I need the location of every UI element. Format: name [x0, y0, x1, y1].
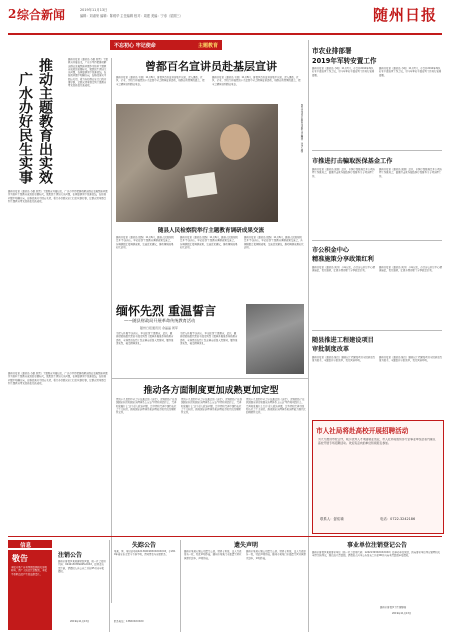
- right-story3-body-2: 随州日报讯（通讯员 刘洋）今年以来，市住房公积金中心精准施策，优化服务，让更多缴存职工分享政策红利。: [379, 266, 442, 273]
- reg-notice-signature: 随州市曾都区卫生健康局: [380, 606, 407, 609]
- will-notice-body-1: 随州市某某有限公司遗失公章、财务专用章、法人代表章各一枚，特此声明作废。随州市某某门市部遗失营业执照正副本，声明作废。: [184, 550, 242, 560]
- top-story-title: 曾都百名宣讲员赴基层宣讲: [145, 60, 277, 73]
- right-story1-title-2: 2019年军转安置工作: [312, 57, 377, 65]
- right-story4-body-1: 随州日报讯（通讯员 陈红）随县以工程建设项目审批制度改革为抓手，全面提升审批效率，优化营商环境。: [312, 356, 375, 363]
- editors-line: 编辑：刘淑荣 编辑：陈炳华 主任编辑 校对：周建 美编：宁寿（星期三）: [80, 14, 183, 18]
- feature-title: 推动各方面制度更加成熟更加定型: [143, 386, 279, 396]
- memorial-body-1: 为深入开展'不忘初心、牢记使命'主题教育，近日，随县财政局组织党员干部来到烈士陵园开展革命传统教育活动，全体党员在烈士纪念碑前重温入党誓词，缅怀革命先烈，接受精神洗礼。: [116, 332, 174, 345]
- right-story4-title-1: 随县推进工程建设项目: [312, 337, 374, 344]
- recruit-ad-contact: 联系人：晏佑瑜: [320, 517, 344, 521]
- cancel-notice-title: 注销公告: [58, 552, 83, 559]
- recruit-ad-title: 市人社局将赴高校开展招聘活动: [316, 427, 409, 435]
- memorial-subtitle: ——随县财政局开展革命传统教育活动: [124, 318, 196, 323]
- notice-box: [8, 550, 52, 630]
- header-rule: [8, 33, 442, 35]
- right-story3-title-1: 市公积金中心: [312, 247, 350, 254]
- cancel-notice-body: 随州市曾都区某某建材经营部，统一社会信用代码：92421303MA4ELXXXX，经营者决定注销，请债权人自公告之日起45日内申报债权。: [58, 560, 106, 573]
- feature-top-rule: [112, 378, 308, 379]
- right-story1-title-1: 市农业排部署: [312, 47, 352, 55]
- theme-banner: [110, 40, 222, 50]
- court-story-body-2: 随州日报讯（通讯员 胡静）11月6日，随县人民检察院召开'不忘初心、牢记使命'主题教育调研成果交流会，各调研组汇报调研成果，交流意见建议，推动调研成果转化运用。: [180, 236, 238, 249]
- photo-person-left: [148, 130, 182, 170]
- lead-left-body: 随州日报讯（通讯员 李勤 徐雷）主题教育开展以来，广水市坚持把推动解决群众急难愁盼问题作为检验主题教育成效的重要标尺，聚焦民生领域突出问题，在调查研究中找准症结，在检视问题中明确方向，在整改落实中回应关切，着力办好群众家门口的实事好事，让群众切身感受到主题教育带来的新变化新成效。: [8, 190, 108, 203]
- right-story3-body-1: 随州日报讯（通讯员 刘洋）今年以来，市住房公积金中心精准施策，优化服务，让更多缴存职工分享政策红利。: [312, 266, 375, 273]
- right-story1-body-2: 随州日报讯（通讯员 李明）11月7日，市召开2019年军队转业干部安置工作会议，对今年军转干部安置工作进行安排部署。: [379, 67, 442, 77]
- lost-notice-body: 某某，男，身份证号码4213021965XXXXXXXX，于2019年离家出走至今下落不明，请知情者与家属联系。: [114, 550, 176, 557]
- reg-notice-body: 随州市曾都区某某事业单位（统一社会信用代码：12421303XXXXXXXX）经举办单位同意，拟向事业单位登记管理机关申请注销登记，现已成立清算组。请债权人自本公告发布之日起90日内向本清算组申报债权。: [312, 551, 441, 558]
- memorial-byline: 随州日报通讯员 余晶晶 周军: [140, 326, 178, 330]
- notice-title: 敬告: [12, 554, 28, 563]
- right-story2-title: 市推进打击骗取医保基金工作: [312, 158, 393, 165]
- right-story4-title-2: 审批制度改革: [312, 346, 350, 353]
- classified-divider-1: [109, 540, 110, 632]
- photo-person-right: [220, 124, 250, 160]
- reg-notice-date: 2019年11月13日: [392, 612, 412, 615]
- court-story-body-3: 随州日报讯（通讯员 胡静）11月6日，随县人民检察院召开'不忘初心、牢记使命'主题教育调研成果交流会，各调研组汇报调研成果，交流意见建议，推动调研成果转化运用。: [244, 236, 304, 249]
- feature-body-1: 党的十九届四中全会审议通过的《决定》，深刻回答了在我国国家制度和国家治理体系上应该'坚持和巩固什么、完善和发展什么'这个重大政治问题，是坚持和完善中国特色社会主义制度、推进国家治理体系和治理能力现代化的纲领性文件。: [116, 398, 177, 415]
- feature-body-2: 党的十九届四中全会审议通过的《决定》，深刻回答了在我国国家制度和国家治理体系上应该'坚持和巩固什么、完善和发展什么'这个重大政治问题，是坚持和完善中国特色社会主义制度、推进国家治理体系和治理能力现代化的纲领性文件。: [181, 398, 242, 415]
- classified-rule: [8, 536, 442, 537]
- info-label: [8, 540, 52, 548]
- lost-notice-title: 失踪公告: [131, 542, 156, 549]
- lost-notice-contact: 联系电话：138XXXXXXXX: [114, 620, 144, 623]
- recruit-ad-body: 为大力推进市校合作，吸引优秀人才来随就业创业，市人社局将组织部分企事业单位赴省内重点高校开展专场招聘活动。欢迎有意向的单位积极报名参加。: [318, 438, 436, 445]
- right-story2-body-1: 随州日报讯（通讯员 张丽）近日，市医疗保障局召开专项治理工作推进会，部署打击欺诈骗取医疗保障基金专项治理工作。: [312, 168, 375, 178]
- top-story-photo: [116, 104, 278, 222]
- banner-theme: 主题教育: [197, 43, 218, 49]
- feature-body-3: 党的十九届四中全会审议通过的《决定》，深刻回答了在我国国家制度和国家治理体系上应该'坚持和巩固什么、完善和发展什么'这个重大政治问题，是坚持和完善中国特色社会主义制度、推进国家治理体系和治理能力现代化的纲领性文件。: [246, 398, 306, 415]
- right-story2-body-2: 随州日报讯（通讯员 张丽）近日，市医疗保障局召开专项治理工作推进会，部署打击欺诈骗取医疗保障基金专项治理工作。: [379, 168, 442, 178]
- masthead-logo: 随州日报: [373, 6, 438, 24]
- right-story4-body-2: 随州日报讯（通讯员 陈红）随县以工程建设项目审批制度改革为抓手，全面提升审批效率，优化营商环境。: [379, 356, 442, 363]
- top-story-body-a: 随州日报讯（通讯员 王丽）11月8日，曾都区百名宣讲员集中出发，深入镇街、社区、企业、学校等开展党的十九届四中全会精神宣讲活动，用群众听得懂的语言，把全会精神送到群众身边。: [116, 76, 205, 86]
- info-label-text: 信息: [20, 543, 32, 549]
- memorial-photo: [246, 304, 304, 374]
- will-notice-body-2: 随州市某某有限公司遗失公章、财务专用章、法人代表章各一枚，特此声明作废。随州市某某门市部遗失营业执照正副本，声明作废。: [246, 550, 306, 560]
- right-rule-1: [312, 150, 442, 151]
- col-divider-1: [111, 58, 112, 603]
- banner-slogan: 不忘初心 牢记使命: [114, 43, 156, 49]
- lead-left-title-2: 广水办好民生实事: [17, 72, 33, 184]
- right-story1-body-1: 随州日报讯（通讯员 李明）11月7日，市召开2019年军队转业干部安置工作会议，对今年军转干部安置工作进行安排部署。: [312, 67, 375, 77]
- right-rule-3: [312, 330, 442, 331]
- will-notice-title: 遗失声明: [233, 542, 258, 549]
- col-divider-2: [308, 40, 309, 580]
- page-header: [8, 4, 442, 32]
- reg-notice-title: 事业单位注销登记公告: [346, 542, 407, 549]
- photo-document: [185, 172, 218, 198]
- top-story-photo-caption: 图为宣讲员向群众讲解全会精神（张记 摄）: [300, 104, 303, 155]
- classified-divider-2: [180, 540, 181, 632]
- lead-left-side-body: 随州日报讯（通讯员 李勤 徐雷）主题教育开展以来，广水市坚持把推动解决群众急难愁盼问题作为检验主题教育成效的重要标尺，聚焦民生领域突出问题，在调查研究中找准症结，在检视问题中明确方向，在整改落实中回应关切，着力办好群众家门口的实事好事，让群众切身感受到主题教育带来的新变化新成效。: [68, 58, 108, 88]
- court-story-body-1: 随州日报讯（通讯员 胡静）11月6日，随县人民检察院召开'不忘初心、牢记使命'主题教育调研成果交流会，各调研组汇报调研成果，交流意见建议，推动调研成果转化运用。: [116, 236, 174, 249]
- memorial-body-2: 为深入开展'不忘初心、牢记使命'主题教育，近日，随县财政局组织党员干部来到烈士陵园开展革命传统教育活动，全体党员在烈士纪念碑前重温入党誓词，缅怀革命先烈，接受精神洗礼。: [180, 332, 238, 345]
- section-name: 综合新闻: [17, 8, 66, 22]
- lead-left-body-cont: 随州日报讯（通讯员 李勤 徐雷）主题教育开展以来，广水市坚持把推动解决群众急难愁盼问题作为检验主题教育成效的重要标尺，聚焦民生领域突出问题，在调查研究中找准症结，在检视问题中明确方向，在整改落实中回应关切，着力办好群众家门口的实事好事，让群众切身感受到主题教育带来的新变化新成效。: [8, 372, 108, 385]
- classified-divider-3: [308, 540, 309, 632]
- recruit-ad-phone: 电话：0722-3242186: [380, 517, 416, 521]
- notice-body: 本报分类广告刊登须提供相关证明材料，请广大读者注意甄别，本报不承担由此产生的法律责任。: [11, 566, 47, 576]
- right-story3-title-2: 精准施策分享政策红利: [312, 256, 374, 263]
- court-story-title: 随县人民检察院举行主题教育调研成果交流: [157, 228, 265, 234]
- date-line: 2019年11月13日: [80, 8, 108, 12]
- page-number: 2: [8, 7, 17, 21]
- memorial-title: 缅怀先烈 重温誓言: [116, 304, 217, 318]
- right-rule-2: [312, 240, 442, 241]
- top-story-body-b: 随州日报讯（通讯员 王丽）11月8日，曾都区百名宣讲员集中出发，深入镇街、社区、企业、学校等开展党的十九届四中全会精神宣讲活动，用群众听得懂的语言，把全会精神送到群众身边。: [212, 76, 301, 86]
- cancel-notice-date: 2019年11月13日: [70, 620, 90, 623]
- lead-left-story: [8, 58, 108, 368]
- lead-left-title-1: 推动主题教育出实效: [37, 58, 53, 184]
